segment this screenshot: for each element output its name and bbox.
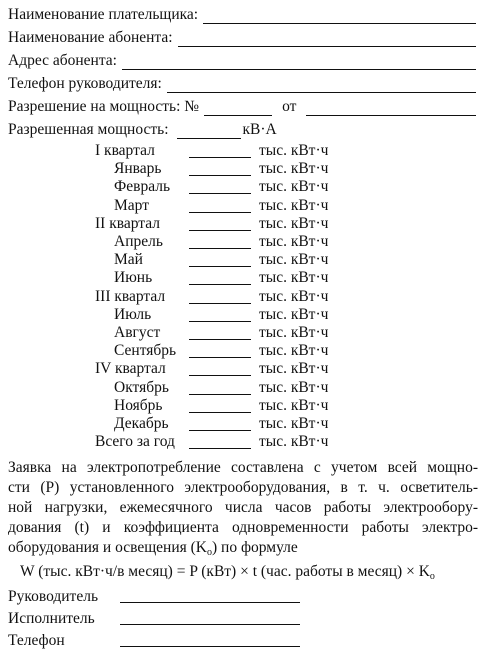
period-name: Июнь: [114, 269, 153, 287]
period-row: [0, 197, 484, 215]
signature-blank-line[interactable]: [120, 602, 300, 603]
field-blank-line[interactable]: [203, 8, 476, 24]
period-row: [0, 288, 484, 306]
period-value-blank[interactable]: [189, 339, 251, 340]
paragraph-text: оборудования и освещения (K: [8, 539, 207, 556]
permit-from-label: от: [282, 98, 297, 115]
period-value-blank[interactable]: [189, 375, 251, 376]
field-manager-phone: [8, 71, 476, 93]
period-unit: тыс. кВт·ч: [259, 396, 329, 414]
period-value-blank[interactable]: [189, 248, 251, 249]
period-value-blank[interactable]: [189, 212, 251, 213]
period-row: [0, 379, 484, 397]
period-row: [0, 269, 484, 287]
period-unit: тыс. кВт·ч: [259, 142, 329, 159]
period-row: [0, 233, 484, 251]
paragraph-line: ной нагрузки, ежемесячного числа часов работы электрообору-: [8, 499, 478, 516]
period-unit: тыс. кВт·ч: [259, 433, 329, 451]
period-name: Июль: [114, 305, 152, 323]
period-value-blank[interactable]: [189, 157, 251, 158]
period-value-blank[interactable]: [189, 430, 251, 431]
period-row: [0, 251, 484, 269]
signature-blank-line[interactable]: [120, 624, 300, 625]
field-allowed-power: [8, 117, 277, 139]
period-row: [0, 306, 484, 324]
period-row: [0, 415, 484, 433]
period-unit: тыс. кВт·ч: [259, 305, 329, 323]
signature-manager: [8, 588, 98, 608]
period-value-blank[interactable]: [189, 284, 251, 285]
period-row: [0, 142, 484, 160]
period-name: III квартал: [95, 287, 166, 305]
period-unit: тыс. кВт·ч: [259, 324, 329, 341]
period-row: [0, 178, 484, 196]
field-blank-line[interactable]: [178, 31, 476, 47]
subscript: о: [207, 547, 212, 558]
period-row: [0, 397, 484, 415]
period-row: [0, 360, 484, 378]
period-name: IV квартал: [95, 360, 166, 378]
period-unit: тыс. кВт·ч: [259, 178, 329, 196]
period-name: I квартал: [95, 142, 155, 159]
signature-label: Руководитель: [8, 588, 99, 605]
period-name: Февраль: [114, 178, 171, 196]
paragraph-line: Заявка на электропотребление составлена с учетом всей мощно-: [8, 459, 478, 476]
permit-label: Разрешение на мощность: №: [8, 98, 200, 115]
formula-subscript: о: [429, 571, 435, 582]
signature-label: Телефон: [8, 632, 65, 649]
period-name: Ноябрь: [114, 396, 163, 414]
period-value-blank[interactable]: [189, 321, 251, 322]
field-subscriber-name: [8, 25, 476, 47]
period-value-blank[interactable]: [189, 303, 251, 304]
period-name: Январь: [114, 160, 162, 178]
period-row: [0, 160, 484, 178]
allowed-power-unit: кВ·А: [242, 121, 277, 138]
signature-blank-line[interactable]: [120, 646, 300, 647]
field-label: Адрес абонента:: [8, 52, 117, 69]
period-unit: тыс. кВт·ч: [259, 196, 329, 214]
period-unit: тыс. кВт·ч: [259, 287, 329, 305]
period-unit: тыс. кВт·ч: [259, 251, 329, 269]
period-value-blank[interactable]: [189, 394, 251, 395]
signature-label: Исполнитель: [8, 610, 95, 627]
paragraph-line: дования (t) и коэффициента одновременности работы электро-: [8, 519, 478, 536]
period-name: II квартал: [95, 214, 160, 232]
period-unit: тыс. кВт·ч: [259, 415, 329, 432]
period-name: Декабрь: [114, 415, 169, 432]
field-subscriber-address: [8, 48, 476, 70]
period-row: [0, 433, 484, 451]
field-blank-line[interactable]: [122, 54, 476, 70]
period-unit: тыс. кВт·ч: [259, 160, 329, 178]
permit-date-blank[interactable]: [306, 100, 476, 116]
paragraph-text: ) по формуле: [212, 539, 298, 556]
period-name: Всего за год: [95, 433, 175, 451]
explanation-paragraph: [8, 458, 478, 563]
field-label: Наименование абонента:: [8, 29, 173, 46]
paragraph-line: [8, 538, 478, 563]
field-power-permit: [8, 94, 476, 116]
period-row: [0, 324, 484, 342]
field-payer-name: [8, 2, 476, 24]
period-name: Октябрь: [114, 378, 169, 396]
period-value-blank[interactable]: [189, 193, 251, 194]
period-unit: тыс. кВт·ч: [259, 378, 329, 396]
permit-number-blank[interactable]: [204, 100, 272, 116]
period-unit: тыс. кВт·ч: [259, 269, 329, 287]
period-row: [0, 215, 484, 233]
period-unit: тыс. кВт·ч: [259, 233, 329, 250]
field-label: Наименование плательщика:: [8, 6, 199, 23]
period-row: [0, 342, 484, 360]
formula: [20, 563, 435, 582]
signature-executor: [8, 610, 95, 630]
period-value-blank[interactable]: [189, 230, 251, 231]
period-value-blank[interactable]: [189, 175, 251, 176]
allowed-power-label: Разрешенная мощность:: [8, 121, 169, 138]
period-name: Март: [114, 196, 149, 214]
period-value-blank[interactable]: [189, 412, 251, 413]
field-label: Телефон руководителя:: [8, 75, 162, 92]
period-value-blank[interactable]: [189, 266, 251, 267]
period-unit: тыс. кВт·ч: [259, 360, 329, 378]
period-unit: тыс. кВт·ч: [259, 342, 329, 360]
period-name: Сентябрь: [114, 342, 177, 360]
field-blank-line[interactable]: [167, 77, 476, 93]
period-unit: тыс. кВт·ч: [259, 214, 329, 232]
allowed-power-blank[interactable]: [177, 123, 241, 139]
signature-phone: [8, 632, 65, 652]
period-name: Август: [114, 324, 161, 341]
period-value-blank[interactable]: [189, 448, 251, 449]
period-name: Май: [114, 251, 143, 269]
paragraph-line: сти (P) установленного электрооборудования, в т. ч. осветитель-: [8, 479, 478, 496]
period-name: Апрель: [114, 233, 163, 250]
formula-text: W (тыс. кВт·ч/в месяц) = P (кВт) × t (час. работы в месяц) × K: [20, 563, 430, 580]
period-value-blank[interactable]: [189, 357, 251, 358]
